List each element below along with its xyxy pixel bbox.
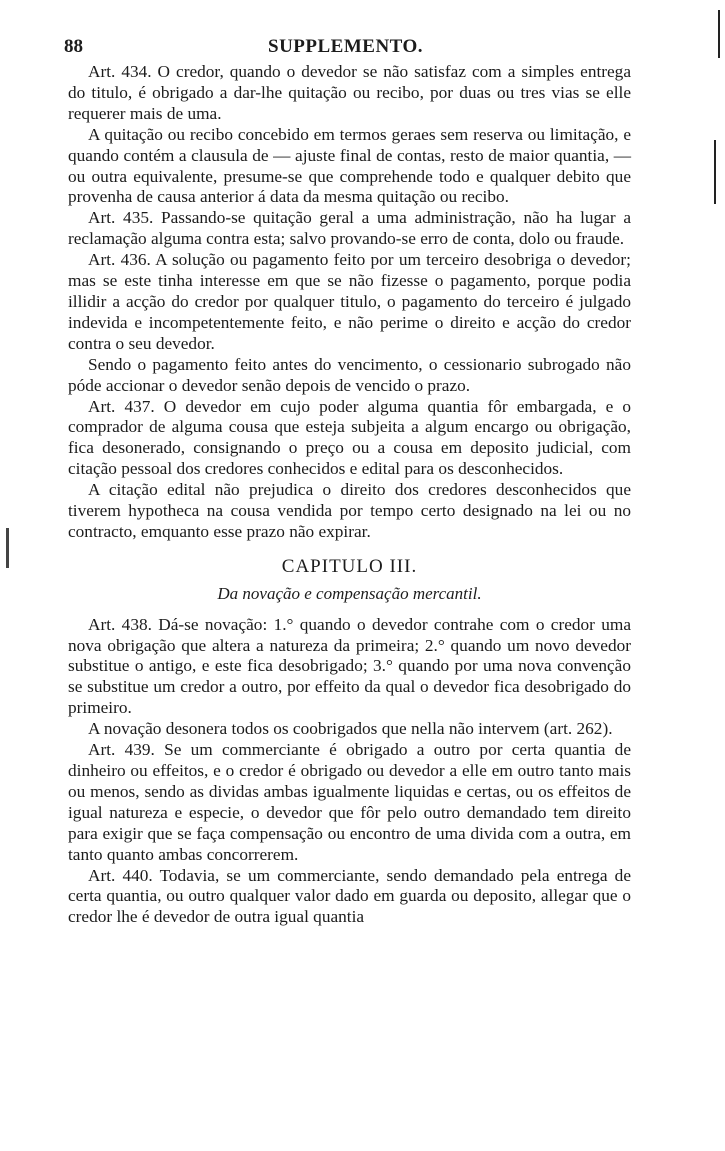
paragraph-art-436: Art. 436. A solução ou pagamento feito por um terceiro desobriga o devedor; mas se este tinha interesse em que se não fizesse o pagamento, porque podia illidir a acção do credor por qualquer titulo, o pagamento do terceiro é julgado indevida e incompetentemente feito, e não perime o direito e acção do credor contra o seu devedor. xyxy=(68,250,631,353)
running-title: SUPPLEMENTO. xyxy=(268,36,424,57)
chapter-title: CAPITULO III. xyxy=(281,555,418,577)
scan-edge-mark xyxy=(6,528,9,568)
paragraph-art-437: Art. 437. O devedor em cujo poder alguma quantia fôr embargada, e o comprador de alguma cousa que esteja subjeita a algum encargo ou obrigação, fica desonerado, consignando o preço ou a cousa em deposito judicial, com citação pessoal dos credores conhecidos e edital para os desconhecidos. xyxy=(68,396,631,479)
paragraph-art-435: Art. 435. Passando-se quitação geral a uma administração, não ha lugar a reclamação alguma contra esta; salvo provando-se erro de conta, dolo ou fraude. xyxy=(68,208,631,249)
page-header xyxy=(64,36,626,62)
paragraph-citacao-edital: A citação edital não prejudica o direito dos credores desconhecidos que tiverem hypotheca na cousa vendida por tempo certo designado na lei ou no contracto, emquanto esse prazo não expirar. xyxy=(68,480,631,541)
paragraph-art-439: Art. 439. Se um commerciante é obrigado a outro por certa quantia de dinheiro ou effeitos, e o credor é obrigado ou devedor a elle em outro tanto mais ou menos, sendo as dividas ambas igualmente liquidas e certas, ou os effeitos de igual natureza e especie, o devedor que fôr pelo outro demandado tem direito para exigir que se faça compensação ou encontro de uma divida com a outra, em tanto quanto ambas concorrerem. xyxy=(68,740,631,864)
scan-edge-mark xyxy=(714,140,716,204)
scan-edge-mark xyxy=(718,10,720,58)
paragraph-art-438: Art. 438. Dá-se novação: 1.° quando o devedor contrahe com o credor uma nova obrigação que altera a natureza da primeira; 2.° quando um novo devedor substitue o antigo, e este fica desobrigado; 3.° quando por uma nova convenção se substitue um credor a outro, por effeito da qual o devedor fica desobrigado do primeiro. xyxy=(68,614,631,718)
chapter-subtitle: Da novação e compensação mercantil. xyxy=(217,583,482,603)
paragraph-art-440: Art. 440. Todavia, se um commerciante, sendo demandado pela entrega de certa quantia, ou outro qualquer valor dado em guarda ou deposito, allegar que o credor lhe é devedor de outra igual quantia xyxy=(68,865,631,927)
paragraph-quitacao: A quitação ou recibo concebido em termos geraes sem reserva ou limitação, e quando contém a clausula de — ajuste final de contas, resto de maior quantia, — ou outra equivalente, presume-se que comprehende todo e qualquer debito que provenha de causa anterior á data da mesma quitação ou recibo. xyxy=(68,124,631,207)
body-text xyxy=(68,62,631,928)
paragraph-novacao: A novação desonera todos os coobrigados que nella não intervem (art. 262). xyxy=(88,719,613,739)
page-number: 88 xyxy=(64,36,83,57)
paragraph-vencimento: Sendo o pagamento feito antes do vencimento, o cessionario subrogado não póde accionar o devedor senão depois de vencido o prazo. xyxy=(68,354,631,395)
paragraph-art-434: Art. 434. O credor, quando o devedor se não satisfaz com a simples entrega do titulo, é obrigado a dar-lhe quitação ou recibo, por duas ou tres vias se elle requerer mais de uma. xyxy=(68,62,631,123)
